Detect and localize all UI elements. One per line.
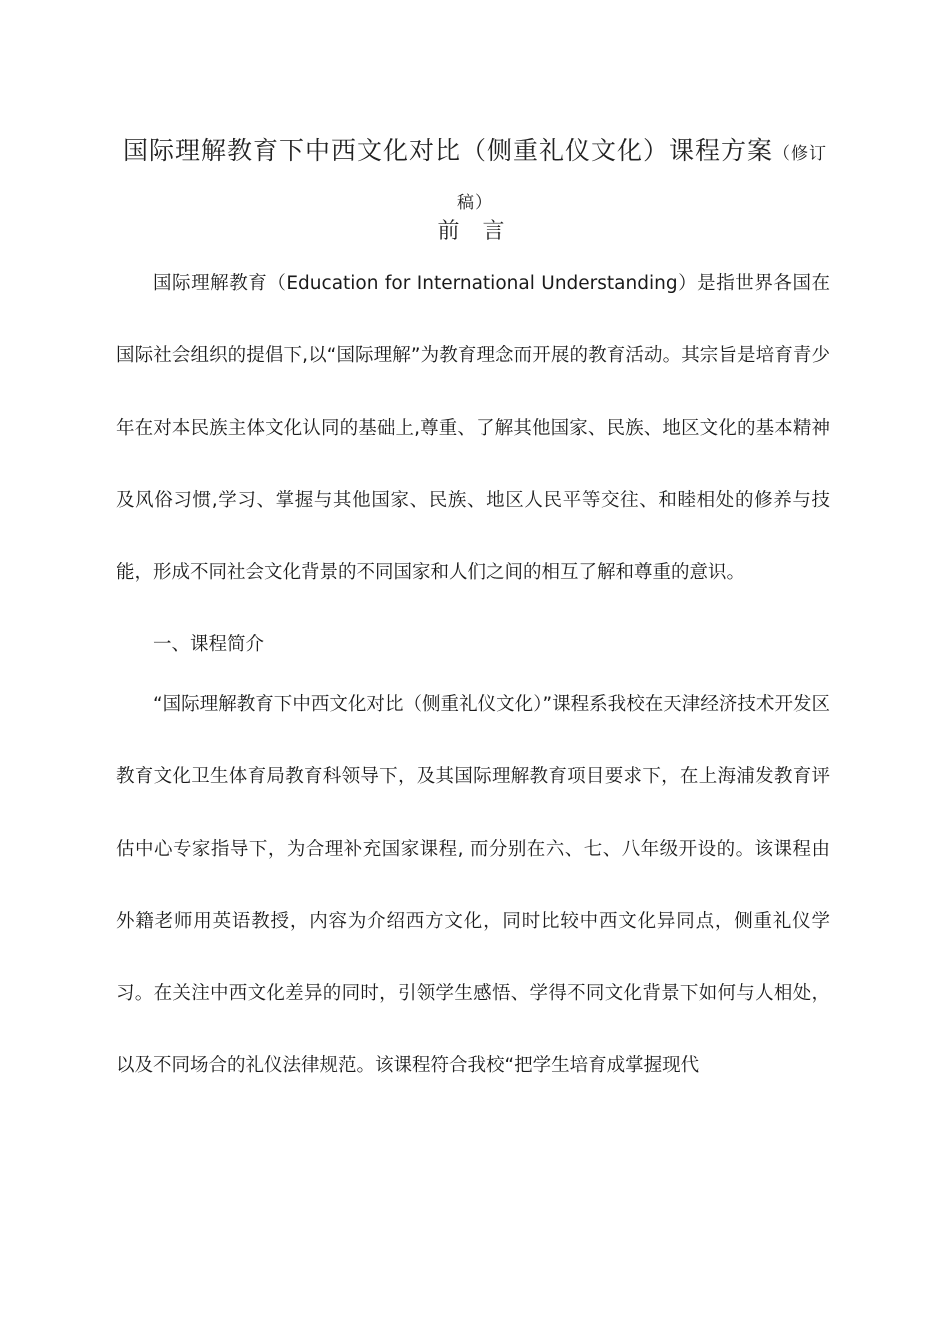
document-title <box>110 128 840 226</box>
course-intro-paragraph: “国际理解教育下中西文化对比（侧重礼仪文化）”课程系我校在天津经济技术开发区教育文化卫生体育局教育科领导下，及其国际理解教育项目要求下，在上海浦发教育评估中心专家指导下，为合理补充国家课程, 而分别在六、七、八年级开设的。该课程由外籍老师用英语教授，内容为介绍西方文化，同时比较中西文化异同点，侧重礼仪学习。在关注中西文化差异的同时，引领学生感悟、学得不同文化背景下如何与人相处，以及不同场合的礼仪法律规范。该课程符合我校“把学生培育成掌握现代 <box>116 694 830 1077</box>
document-title-suffix: （修订稿） <box>457 144 827 213</box>
preface-paragraph: 国际理解教育（Education for International Understanding）是指世界各国在国际社会组织的提倡下,以“国际理解”为教育理念而开展的教育活动。其宗旨是培育青少年在对本民族主体文化认同的基础上,尊重、了解其他国家、民族、地区文化的基本精神及风俗习惯,学习、掌握与其他国家、民族、地区人民平等交往、和睦相处的修养与技能，形成不同社会文化背景的不同国家和人们之间的相互了解和尊重的意识。 <box>116 273 830 584</box>
preface-heading: 前 言 <box>437 219 513 244</box>
document-title-main: 国际理解教育下中西文化对比（侧重礼仪文化）课程方案 <box>122 136 773 165</box>
section-heading-course-intro: 一、课程简介 <box>153 634 265 655</box>
